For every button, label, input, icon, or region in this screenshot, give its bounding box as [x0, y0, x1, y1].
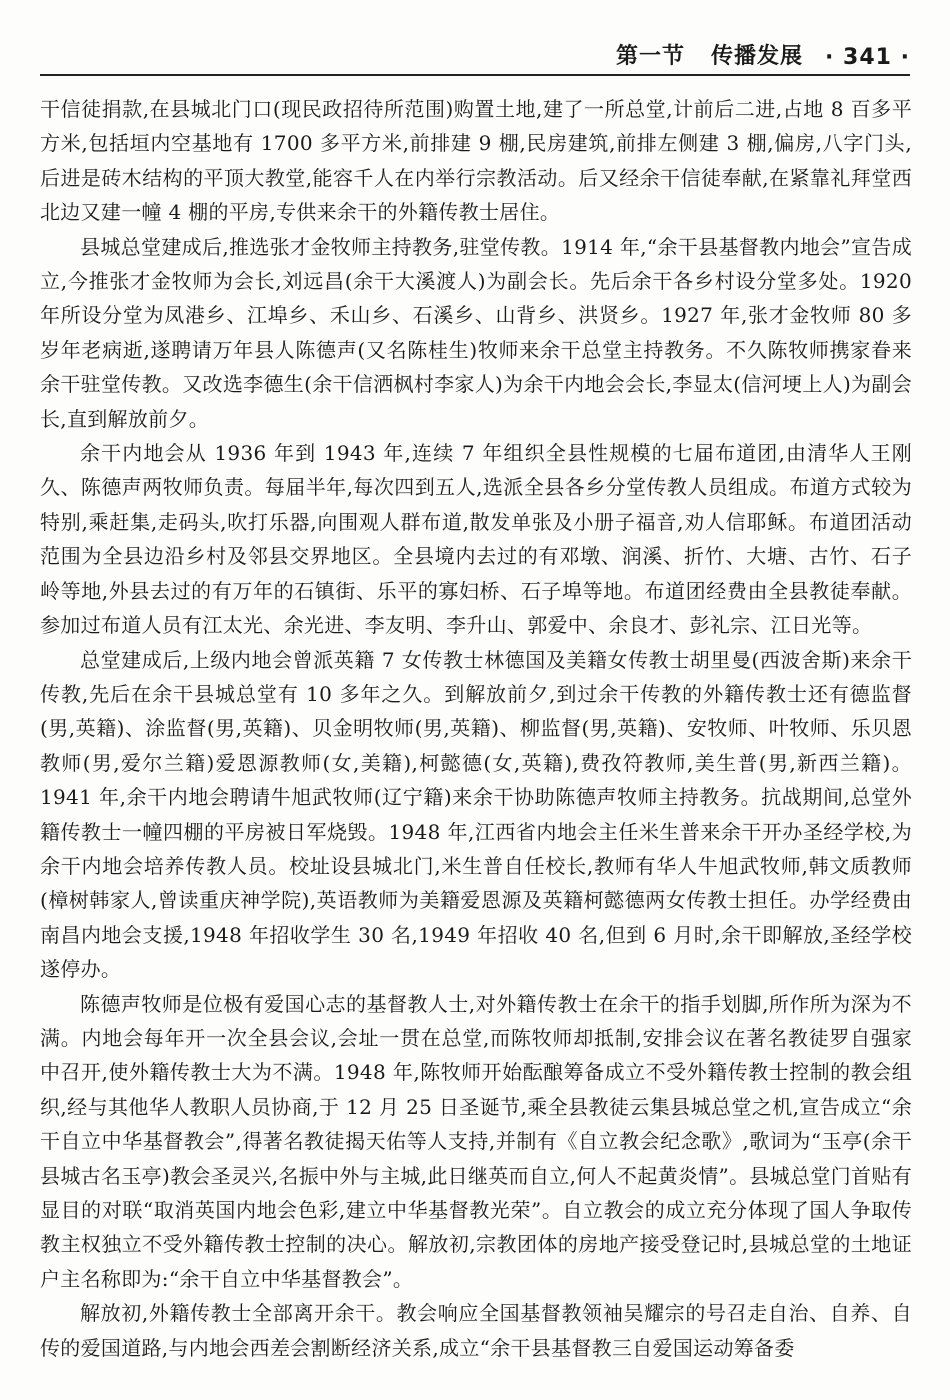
paragraph-6: 解放初,外籍传教士全部离开余干。教会响应全国基督教领袖吴耀宗的号召走自治、自养、自传的爱国道路,与内地会西差会割断经济关系,成立“余干县基督教三自爱国运动筹备委: [40, 1301, 912, 1360]
chapter-title: 传播发展: [711, 44, 804, 69]
section-label: 第一节: [616, 44, 686, 69]
paragraph-1-continued: 干信徒捐款,在县城北门口(现民政招待所范围)购置土地,建了一所总堂,计前后二进,占地 8 百多平方米,包括垣内空基地有 1700 多平方米,前排建 9 棚,民房建筑,前排左侧建 3 棚,偏房,八字门头,后进是砖木结构的平顶大教堂,能容千人在内举行宗教活动。后又经余干信徒奉献,在紧靠礼拜堂西北边又建一幢 4 棚的平房,专供来余干的外籍传教士居住。: [40, 97, 912, 225]
running-head: [40, 34, 910, 76]
paragraph-2: 县城总堂建成后,推选张才金牧师主持教务,驻堂传教。1914 年,“余干县基督教内地会”宣告成立,今推张才金牧师为会长,刘远昌(余干大溪渡人)为副会长。先后余干各乡村设分堂多处。1920 年所设分堂为凤港乡、江埠乡、禾山乡、石溪乡、山背乡、洪贤乡。1927 年,张才金牧师 80 多岁年老病逝,遂聘请万年县人陈德声(又名陈桂生)牧师来余干总堂主持教务。不久陈牧师携家眷来余干驻堂传教。又改选李德生(余干信洒枫村李家人)为余干内地会会长,李显太(信河埂上人)为副会长,直到解放前夕。: [40, 234, 912, 431]
paragraph-4: 总堂建成后,上级内地会曾派英籍 7 女传教士林德国及美籍女传教士胡里曼(西波舍斯)来余干传教,先后在余干县城总堂有 10 多年之久。到解放前夕,到过余干传教的外籍传教士还有德监督(男,英籍)、涂监督(男,英籍)、贝金明牧师(男,英籍)、柳监督(男,英籍)、安牧师、叶牧师、乐贝恩教师(男,爱尔兰籍)爱恩源教师(女,美籍),柯懿德(女,英籍),费孜符教师,美生普(男,新西兰籍)。1941 年,余干内地会聘请牛旭武牧师(辽宁籍)来余干协助陈德声牧师主持教务。抗战期间,总堂外籍传教士一幢四棚的平房被日军烧毁。1948 年,江西省内地会主任米生普来余干开办圣经学校,为余干内地会培养传教人员。校址设县城北门,米生普自任校长,教师有华人牛旭武牧师,韩文质教师(樟树韩家人,曾读重庆神学院),英语教师为美籍爱恩源及英籍柯懿德两女传教士担任。办学经费由南昌内地会支援,1948 年招收学生 30 名,1949 年招收 40 名,但到 6 月时,余干即解放,圣经学校遂停办。: [40, 647, 912, 982]
paragraph-3: 余干内地会从 1936 年到 1943 年,连续 7 年组织全县性规模的七届布道团,由清华人王刚久、陈德声两牧师负责。每届半年,每次四到五人,选派全县各乡分堂传教人员组成。布道方式较为特别,乘赶集,走码头,吹打乐器,向围观人群布道,散发单张及小册子福音,劝人信耶稣。布道团活动范围为全县边沿乡村及邻县交界地区。全县境内去过的有邓墩、润溪、折竹、大塘、古竹、石子岭等地,外县去过的有万年的石镇街、乐平的寡妇桥、石子埠等地。布道团经费由全县教徒奉献。参加过布道人员有江太光、余光进、李友明、李升山、郭爱中、余良才、彭礼宗、江日光等。: [40, 441, 912, 638]
paragraph-5: 陈德声牧师是位极有爱国心志的基督教人士,对外籍传教士在余干的指手划脚,所作所为深为不满。内地会每年开一次全县会议,会址一贯在总堂,而陈牧师却抵制,安排会议在著名教徒罗自强家中召开,使外籍传教士大为不满。1948 年,陈牧师开始酝酿筹备成立不受外籍传教士控制的教会组织,经与其他华人教职人员协商,于 12 月 25 日圣诞节,乘全县教徒云集县城总堂之机,宣告成立“余干自立中华基督教会”,得著名教徒揭天佑等人支持,并制有《自立教会纪念歌》,歌词为“玉亭(余干县城古名玉亭)教会圣灵兴,名振中外与主城,此日继英而自立,何人不起黄炎情”。县城总堂门首贴有显目的对联“取消英国内地会色彩,建立中华基督教光荣”。自立教会的成立充分体现了国人争取传教主权独立不受外籍传教士控制的决心。解放初,宗教团体的房地产接受登记时,县城总堂的土地证户主名称即为:“余干自立中华基督教会”。: [40, 991, 912, 1291]
body-text: [40, 92, 912, 1365]
page-number: · 341 ·: [825, 45, 910, 70]
